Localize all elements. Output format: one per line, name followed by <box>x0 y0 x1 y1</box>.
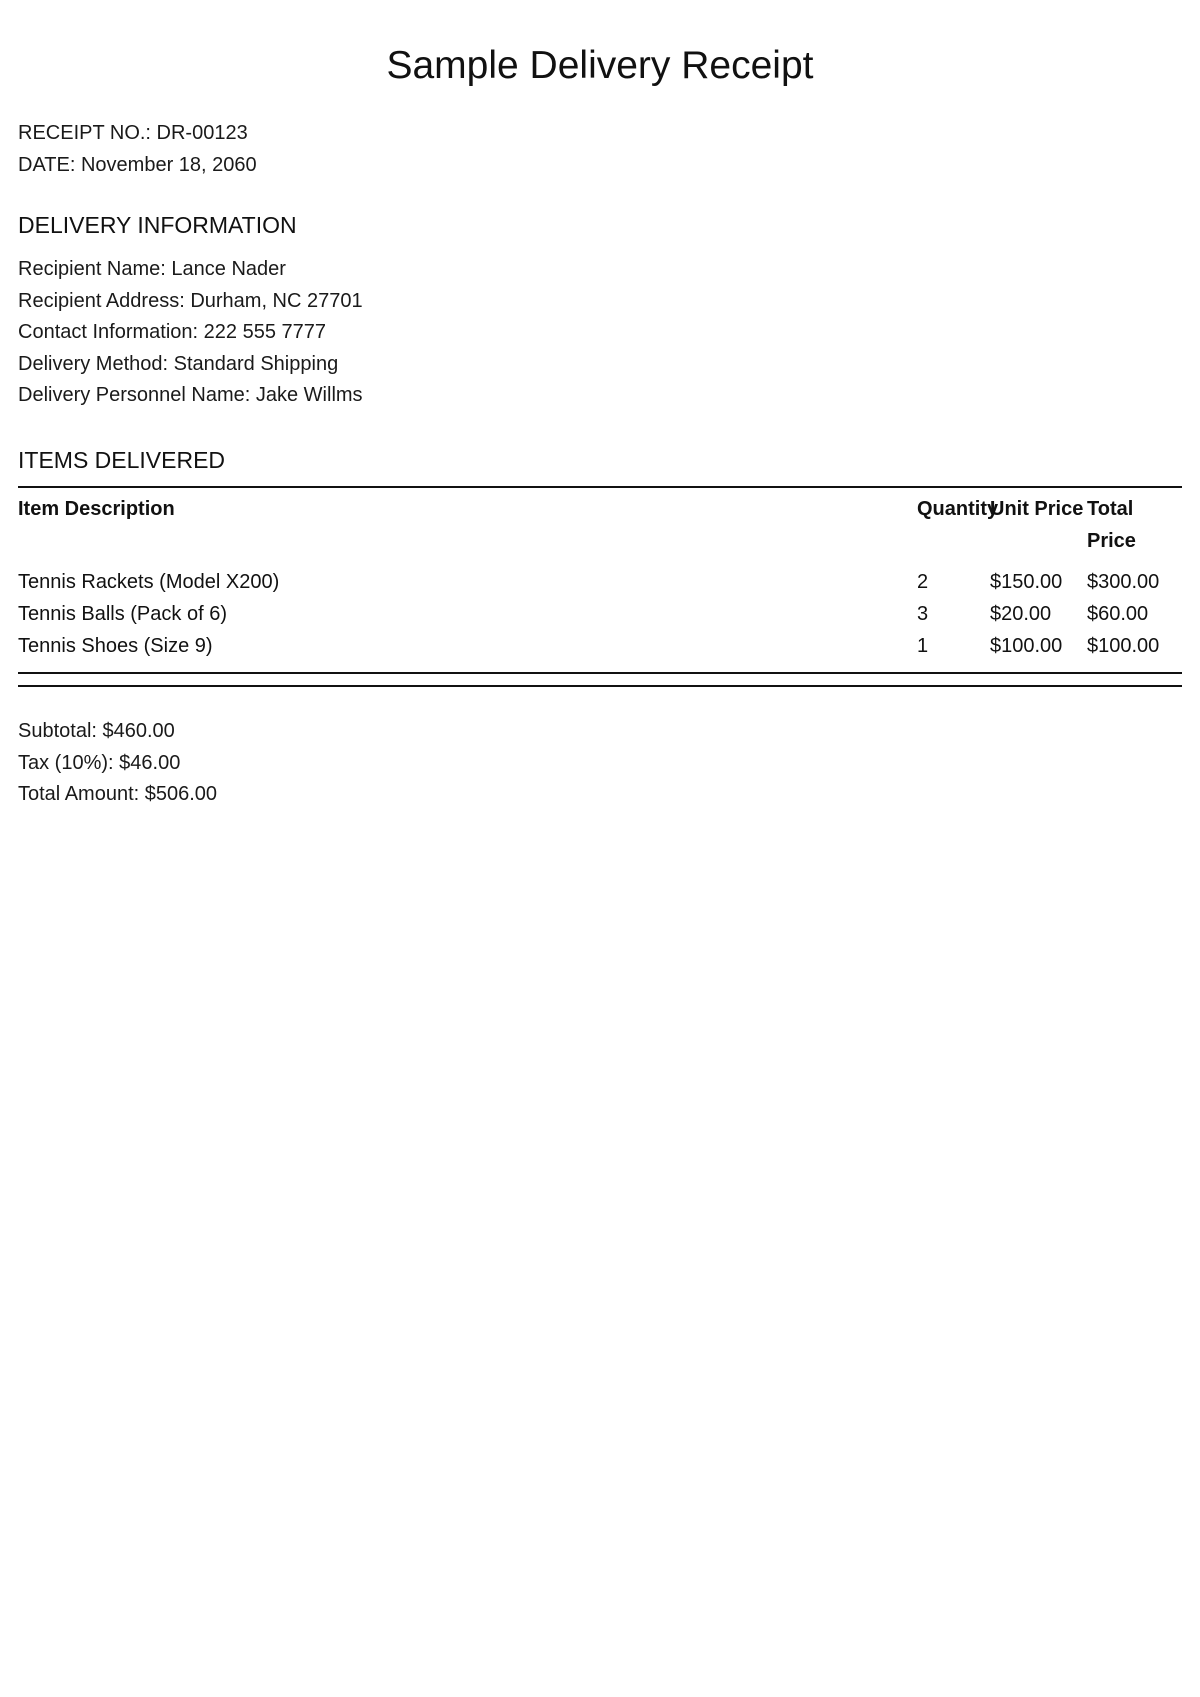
item-unit-price: $20.00 <box>990 603 1052 625</box>
table-row <box>18 598 1182 630</box>
table-header-row <box>18 493 1182 566</box>
item-quantity: 2 <box>917 571 929 593</box>
item-unit-price: $150.00 <box>990 571 1063 593</box>
subtotal: Subtotal: $460.00 <box>18 720 175 742</box>
delivery-personnel-name: Delivery Personnel Name: Jake Willms <box>18 384 363 406</box>
column-header-unit-price: Unit Price <box>990 498 1084 520</box>
item-total-price: $100.00 <box>1087 635 1160 657</box>
totals-section <box>18 716 217 811</box>
recipient-address: Recipient Address: Durham, NC 27701 <box>18 289 363 312</box>
item-total-price: $300.00 <box>1087 571 1160 593</box>
contact-information: Contact Information: 222 555 7777 <box>18 321 326 343</box>
item-description: Tennis Shoes (Size 9) <box>18 635 213 657</box>
receipt-number: RECEIPT NO.: DR-00123 <box>18 122 248 144</box>
items-delivered-heading: ITEMS DELIVERED <box>18 447 226 473</box>
column-header-item-description: Item Description <box>18 498 175 520</box>
column-header-total-price: Total Price <box>1087 498 1136 552</box>
document-title: Sample Delivery Receipt <box>386 44 814 87</box>
items-table <box>18 493 1182 662</box>
table-top-divider <box>18 486 1182 488</box>
totals-divider <box>18 685 1182 687</box>
tax: Tax (10%): $46.00 <box>18 751 181 774</box>
item-unit-price: $100.00 <box>990 635 1063 657</box>
total-amount: Total Amount: $506.00 <box>18 783 218 805</box>
receipt-date: DATE: November 18, 2060 <box>18 153 257 176</box>
delivery-method: Delivery Method: Standard Shipping <box>18 352 339 375</box>
item-description: Tennis Rackets (Model X200) <box>18 571 280 593</box>
item-total-price: $60.00 <box>1087 603 1149 625</box>
item-description: Tennis Balls (Pack of 6) <box>18 603 227 625</box>
table-row <box>18 630 1182 662</box>
receipt-meta <box>18 118 257 181</box>
column-header-quantity: Quantity <box>917 498 999 520</box>
table-bottom-divider <box>18 672 1182 674</box>
item-quantity: 1 <box>917 635 929 657</box>
item-quantity: 3 <box>917 603 929 625</box>
delivery-information-heading: DELIVERY INFORMATION <box>18 212 297 238</box>
recipient-name: Recipient Name: Lance Nader <box>18 258 286 280</box>
table-row <box>18 566 1182 598</box>
delivery-information <box>18 254 363 412</box>
